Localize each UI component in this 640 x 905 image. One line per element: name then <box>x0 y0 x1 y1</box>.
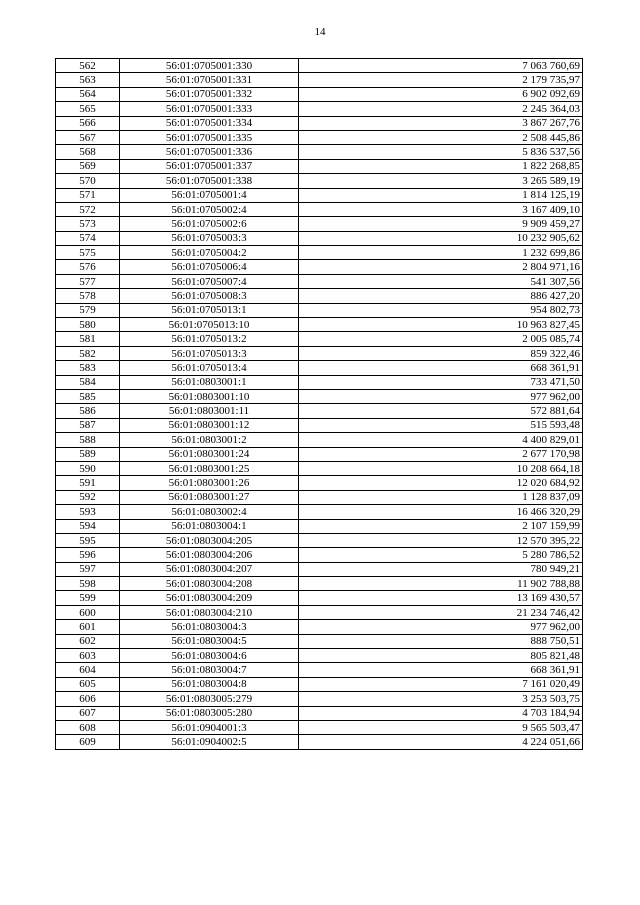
row-number-cell: 595 <box>56 533 120 547</box>
table-row <box>56 433 583 447</box>
cadastral-value-cell: 2 245 364,03 <box>299 102 583 116</box>
row-number-cell: 582 <box>56 346 120 360</box>
table-row <box>56 461 583 475</box>
row-number-cell: 575 <box>56 246 120 260</box>
row-number-cell: 569 <box>56 159 120 173</box>
row-number-cell: 574 <box>56 231 120 245</box>
table-row <box>56 145 583 159</box>
cadastral-number-cell: 56:01:0803001:25 <box>120 461 299 475</box>
row-number-cell: 580 <box>56 318 120 332</box>
cadastral-number-cell: 56:01:0803001:26 <box>120 476 299 490</box>
cadastral-value-cell: 5 836 537,56 <box>299 145 583 159</box>
row-number-cell: 567 <box>56 130 120 144</box>
cadastral-number-cell: 56:01:0705001:333 <box>120 102 299 116</box>
cadastral-value-cell: 7 161 020,49 <box>299 677 583 691</box>
table-row <box>56 548 583 562</box>
table-row <box>56 591 583 605</box>
row-number-cell: 579 <box>56 303 120 317</box>
cadastral-value-cell: 733 471,50 <box>299 375 583 389</box>
table-row <box>56 246 583 260</box>
table-row <box>56 505 583 519</box>
row-number-cell: 586 <box>56 404 120 418</box>
cadastral-value-cell: 2 179 735,97 <box>299 73 583 87</box>
cadastral-value-cell: 12 570 395,22 <box>299 533 583 547</box>
row-number-cell: 566 <box>56 116 120 130</box>
cadastral-value-cell: 5 280 786,52 <box>299 548 583 562</box>
table-row <box>56 159 583 173</box>
cadastral-number-cell: 56:01:0705013:3 <box>120 346 299 360</box>
cadastral-value-cell: 4 400 829,01 <box>299 433 583 447</box>
cadastral-number-cell: 56:01:0803004:7 <box>120 663 299 677</box>
cadastral-number-cell: 56:01:0705001:332 <box>120 87 299 101</box>
row-number-cell: 598 <box>56 577 120 591</box>
table-row <box>56 59 583 73</box>
cadastral-number-cell: 56:01:0705013:1 <box>120 303 299 317</box>
cadastral-number-cell: 56:01:0803004:6 <box>120 649 299 663</box>
cadastral-value-cell: 21 234 746,42 <box>299 605 583 619</box>
cadastral-number-cell: 56:01:0705013:4 <box>120 361 299 375</box>
table-row <box>56 620 583 634</box>
cadastral-value-cell: 541 307,56 <box>299 274 583 288</box>
table-row <box>56 231 583 245</box>
table-row <box>56 519 583 533</box>
cadastral-value-cell: 780 949,21 <box>299 562 583 576</box>
table-row <box>56 735 583 749</box>
cadastral-number-cell: 56:01:0803001:11 <box>120 404 299 418</box>
cadastral-number-cell: 56:01:0803005:279 <box>120 692 299 706</box>
row-number-cell: 590 <box>56 461 120 475</box>
cadastral-value-cell: 1 232 699,86 <box>299 246 583 260</box>
row-number-cell: 601 <box>56 620 120 634</box>
row-number-cell: 571 <box>56 188 120 202</box>
cadastral-value-cell: 668 361,91 <box>299 361 583 375</box>
row-number-cell: 605 <box>56 677 120 691</box>
cadastral-value-cell: 886 427,20 <box>299 289 583 303</box>
row-number-cell: 589 <box>56 447 120 461</box>
row-number-cell: 592 <box>56 490 120 504</box>
cadastral-number-cell: 56:01:0803004:3 <box>120 620 299 634</box>
table-row <box>56 533 583 547</box>
cadastral-value-cell: 9 565 503,47 <box>299 720 583 734</box>
row-number-cell: 594 <box>56 519 120 533</box>
row-number-cell: 608 <box>56 720 120 734</box>
table-row <box>56 130 583 144</box>
row-number-cell: 581 <box>56 332 120 346</box>
cadastral-value-cell: 805 821,48 <box>299 649 583 663</box>
table-row <box>56 217 583 231</box>
cadastral-value-cell: 515 593,48 <box>299 418 583 432</box>
cadastral-value-cell: 11 902 788,88 <box>299 577 583 591</box>
row-number-cell: 564 <box>56 87 120 101</box>
row-number-cell: 568 <box>56 145 120 159</box>
cadastral-number-cell: 56:01:0803001:2 <box>120 433 299 447</box>
cadastral-number-cell: 56:01:0803001:27 <box>120 490 299 504</box>
table-row <box>56 361 583 375</box>
table-row <box>56 303 583 317</box>
table-row <box>56 677 583 691</box>
cadastral-number-cell: 56:01:0705013:2 <box>120 332 299 346</box>
row-number-cell: 587 <box>56 418 120 432</box>
cadastral-number-cell: 56:01:0705001:334 <box>120 116 299 130</box>
row-number-cell: 578 <box>56 289 120 303</box>
table-body <box>56 59 583 750</box>
table-row <box>56 102 583 116</box>
row-number-cell: 606 <box>56 692 120 706</box>
cadastral-number-cell: 56:01:0705001:335 <box>120 130 299 144</box>
row-number-cell: 599 <box>56 591 120 605</box>
table-row <box>56 490 583 504</box>
cadastral-value-cell: 3 265 589,19 <box>299 174 583 188</box>
cadastral-value-cell: 4 224 051,66 <box>299 735 583 749</box>
cadastral-value-cell: 10 963 827,45 <box>299 318 583 332</box>
row-number-cell: 593 <box>56 505 120 519</box>
cadastral-value-cell: 13 169 430,57 <box>299 591 583 605</box>
row-number-cell: 570 <box>56 174 120 188</box>
table-row <box>56 389 583 403</box>
cadastral-number-cell: 56:01:0705001:338 <box>120 174 299 188</box>
cadastral-value-cell: 10 208 664,18 <box>299 461 583 475</box>
cadastral-number-cell: 56:01:0803004:208 <box>120 577 299 591</box>
cadastral-number-cell: 56:01:0705002:6 <box>120 217 299 231</box>
cadastral-value-table <box>55 58 583 750</box>
table-row <box>56 375 583 389</box>
cadastral-value-cell: 888 750,51 <box>299 634 583 648</box>
cadastral-number-cell: 56:01:0803001:1 <box>120 375 299 389</box>
cadastral-number-cell: 56:01:0803001:10 <box>120 389 299 403</box>
cadastral-value-cell: 3 867 267,76 <box>299 116 583 130</box>
table-row <box>56 289 583 303</box>
cadastral-number-cell: 56:01:0904002:5 <box>120 735 299 749</box>
cadastral-value-cell: 2 508 445,86 <box>299 130 583 144</box>
cadastral-number-cell: 56:01:0803001:24 <box>120 447 299 461</box>
cadastral-number-cell: 56:01:0803004:205 <box>120 533 299 547</box>
page-number: 14 <box>314 26 326 38</box>
cadastral-value-cell: 859 322,46 <box>299 346 583 360</box>
table-row <box>56 447 583 461</box>
table-row <box>56 346 583 360</box>
cadastral-value-cell: 4 703 184,94 <box>299 706 583 720</box>
table-row <box>56 562 583 576</box>
table-row <box>56 318 583 332</box>
row-number-cell: 577 <box>56 274 120 288</box>
cadastral-number-cell: 56:01:0705004:2 <box>120 246 299 260</box>
row-number-cell: 583 <box>56 361 120 375</box>
row-number-cell: 597 <box>56 562 120 576</box>
row-number-cell: 603 <box>56 649 120 663</box>
table-row <box>56 202 583 216</box>
cadastral-value-cell: 16 466 320,29 <box>299 505 583 519</box>
cadastral-value-cell: 10 232 905,62 <box>299 231 583 245</box>
row-number-cell: 607 <box>56 706 120 720</box>
cadastral-number-cell: 56:01:0803004:210 <box>120 605 299 619</box>
row-number-cell: 563 <box>56 73 120 87</box>
cadastral-number-cell: 56:01:0803001:12 <box>120 418 299 432</box>
cadastral-number-cell: 56:01:0803004:8 <box>120 677 299 691</box>
table-row <box>56 260 583 274</box>
cadastral-value-cell: 1 822 268,85 <box>299 159 583 173</box>
row-number-cell: 596 <box>56 548 120 562</box>
cadastral-number-cell: 56:01:0705006:4 <box>120 260 299 274</box>
cadastral-value-cell: 2 677 170,98 <box>299 447 583 461</box>
table-row <box>56 605 583 619</box>
row-number-cell: 562 <box>56 59 120 73</box>
table-row <box>56 720 583 734</box>
table-row <box>56 116 583 130</box>
cadastral-value-cell: 3 167 409,10 <box>299 202 583 216</box>
table-row <box>56 663 583 677</box>
cadastral-number-cell: 56:01:0705001:336 <box>120 145 299 159</box>
cadastral-value-cell: 2 005 085,74 <box>299 332 583 346</box>
cadastral-value-cell: 954 802,73 <box>299 303 583 317</box>
row-number-cell: 565 <box>56 102 120 116</box>
cadastral-number-cell: 56:01:0803004:1 <box>120 519 299 533</box>
cadastral-number-cell: 56:01:0705013:10 <box>120 318 299 332</box>
cadastral-number-cell: 56:01:0705003:3 <box>120 231 299 245</box>
cadastral-value-cell: 1 814 125,19 <box>299 188 583 202</box>
cadastral-value-cell: 2 107 159,99 <box>299 519 583 533</box>
cadastral-value-cell: 2 804 971,16 <box>299 260 583 274</box>
table-row <box>56 634 583 648</box>
row-number-cell: 604 <box>56 663 120 677</box>
cadastral-number-cell: 56:01:0803004:209 <box>120 591 299 605</box>
row-number-cell: 602 <box>56 634 120 648</box>
cadastral-number-cell: 56:01:0705007:4 <box>120 274 299 288</box>
table-row <box>56 404 583 418</box>
cadastral-number-cell: 56:01:0705001:331 <box>120 73 299 87</box>
table-row <box>56 274 583 288</box>
table-row <box>56 476 583 490</box>
row-number-cell: 609 <box>56 735 120 749</box>
row-number-cell: 600 <box>56 605 120 619</box>
cadastral-number-cell: 56:01:0803005:280 <box>120 706 299 720</box>
cadastral-number-cell: 56:01:0904001:3 <box>120 720 299 734</box>
cadastral-value-cell: 668 361,91 <box>299 663 583 677</box>
cadastral-number-cell: 56:01:0705008:3 <box>120 289 299 303</box>
table-row <box>56 332 583 346</box>
cadastral-value-cell: 3 253 503,75 <box>299 692 583 706</box>
table-row <box>56 73 583 87</box>
table-row <box>56 692 583 706</box>
table-row <box>56 87 583 101</box>
cadastral-value-cell: 9 909 459,27 <box>299 217 583 231</box>
table-row <box>56 706 583 720</box>
row-number-cell: 576 <box>56 260 120 274</box>
table-row <box>56 174 583 188</box>
cadastral-number-cell: 56:01:0803004:207 <box>120 562 299 576</box>
cadastral-number-cell: 56:01:0803004:206 <box>120 548 299 562</box>
row-number-cell: 573 <box>56 217 120 231</box>
cadastral-value-cell: 977 962,00 <box>299 620 583 634</box>
row-number-cell: 588 <box>56 433 120 447</box>
row-number-cell: 572 <box>56 202 120 216</box>
table-row <box>56 577 583 591</box>
table-row <box>56 649 583 663</box>
cadastral-value-cell: 7 063 760,69 <box>299 59 583 73</box>
cadastral-value-cell: 12 020 684,92 <box>299 476 583 490</box>
cadastral-value-cell: 1 128 837,09 <box>299 490 583 504</box>
row-number-cell: 584 <box>56 375 120 389</box>
table-row <box>56 188 583 202</box>
cadastral-value-cell: 6 902 092,69 <box>299 87 583 101</box>
cadastral-number-cell: 56:01:0705001:337 <box>120 159 299 173</box>
cadastral-number-cell: 56:01:0705001:330 <box>120 59 299 73</box>
row-number-cell: 585 <box>56 389 120 403</box>
cadastral-value-cell: 977 962,00 <box>299 389 583 403</box>
cadastral-number-cell: 56:01:0803004:5 <box>120 634 299 648</box>
cadastral-number-cell: 56:01:0705002:4 <box>120 202 299 216</box>
cadastral-value-cell: 572 881,64 <box>299 404 583 418</box>
cadastral-number-cell: 56:01:0803002:4 <box>120 505 299 519</box>
row-number-cell: 591 <box>56 476 120 490</box>
cadastral-number-cell: 56:01:0705001:4 <box>120 188 299 202</box>
table-row <box>56 418 583 432</box>
